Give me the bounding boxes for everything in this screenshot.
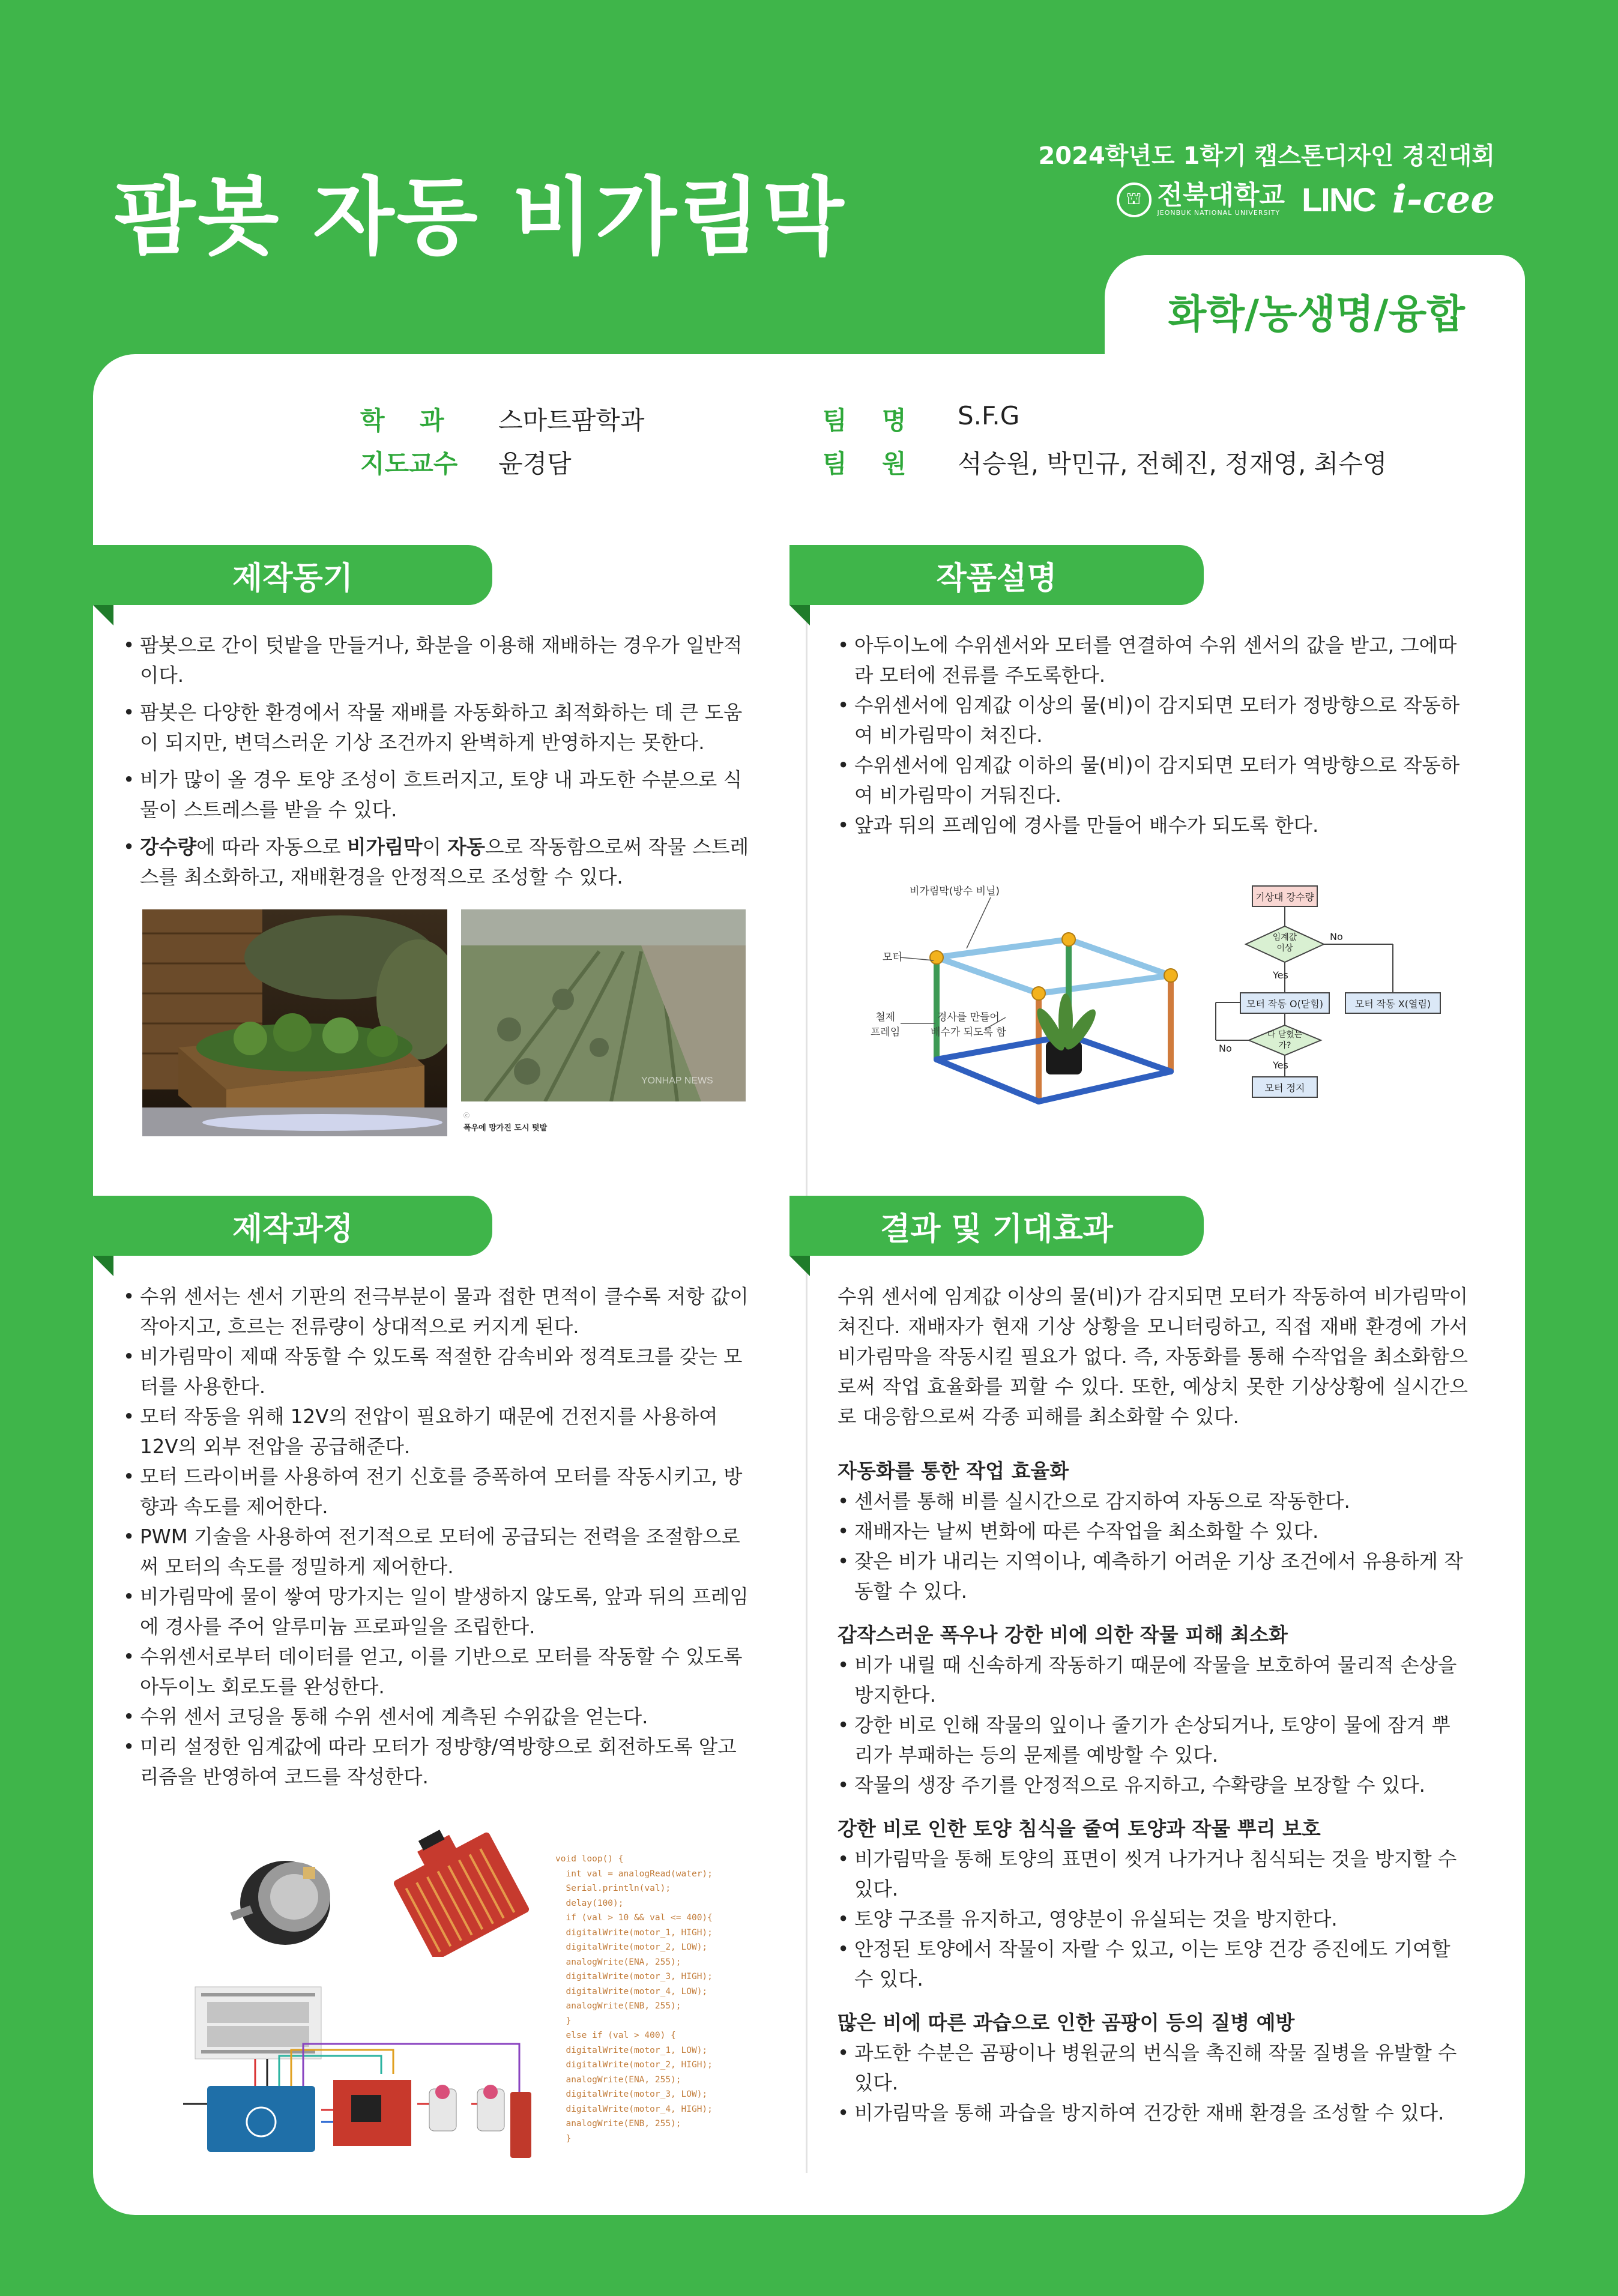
flow-decision-threshold: 임계값 이상: [1272, 933, 1297, 953]
flow-no-2: No: [1219, 1043, 1232, 1054]
team-label: 팀 명: [823, 406, 907, 435]
diagram-label-motor: 모터: [883, 951, 902, 963]
motivation-item: • 비가 많이 올 경우 토양 조성이 흐트러지고, 토양 내 과도한 수분으로 식물이 스트레스를 받을 수 있다.: [123, 765, 753, 825]
flow-motor-open: 모터 작동 X(열림): [1345, 992, 1441, 1014]
flow-yes-1: Yes: [1273, 969, 1288, 981]
process-item: • PWM 기술을 사용하여 전기적으로 모터에 공급되는 전력을 조절함으로써 모터의 속도를 정밀하게 제어한다.: [123, 1522, 753, 1582]
flow-yes-2: Yes: [1273, 1059, 1288, 1071]
description-item: • 수위센서에 임계값 이상의 물(비)이 감지되면 모터가 정방향으로 작동하여 비가림막이 쳐진다.: [838, 690, 1468, 750]
results-body: [838, 1282, 1468, 2128]
members-label: 팀 원: [823, 449, 907, 478]
heading-fold: [93, 1256, 113, 1276]
flow-no-1: No: [1330, 931, 1343, 942]
code-line: if (val > 10 && val <= 400){: [555, 1913, 713, 1923]
code-line: digitalWrite(motor_1, LOW);: [555, 2045, 708, 2055]
process-item: • 모터 드라이버를 사용하여 전기 신호를 증폭하여 모터를 작동시키고, 방향과 속도를 제어한다.: [123, 1462, 753, 1522]
results-item: • 센서를 통해 비를 실시간으로 감지하여 자동으로 작동한다.: [838, 1486, 1468, 1516]
poster-title: 팜봇 자동 비가림막: [114, 169, 847, 267]
code-line: analogWrite(ENB, 255);: [555, 2119, 681, 2129]
description-list: [838, 630, 1468, 840]
flow-decision-closed: 다 닫혔는 가?: [1267, 1030, 1303, 1050]
advisor-label: 지도교수: [360, 449, 458, 478]
contest-name: 2024학년도 1학기 캡스톤디자인 경진대회: [1038, 142, 1495, 170]
results-item: • 작물의 생장 주기를 안정적으로 유지하고, 수확량을 보장할 수 있다.: [838, 1770, 1468, 1800]
code-line: analogWrite(ENA, 255);: [555, 2075, 681, 2085]
process-item: • 수위 센서 코딩을 통해 수위 센서에 계측된 수위값을 얻는다.: [123, 1702, 753, 1732]
flow-stop: 모터 정지: [1252, 1076, 1318, 1098]
results-group-title: 강한 비로 인한 토양 침식을 줄여 토양과 작물 뿌리 보호: [838, 1817, 1321, 1840]
members-value: 석승원, 박민규, 전혜진, 정재영, 최수영: [958, 449, 1387, 478]
code-line: digitalWrite(motor_3, HIGH);: [555, 1972, 713, 1981]
photo-caption: 폭우에 망가진 도시 텃밭: [463, 1124, 548, 1133]
team-value: S.F.G: [958, 401, 1020, 430]
university-name: 전북대학교: [1157, 180, 1285, 211]
code-line: digitalWrite(motor_2, LOW);: [555, 1942, 708, 1952]
heading-fold: [789, 605, 810, 625]
logo-row: [1117, 177, 1495, 222]
code-line: digitalWrite(motor_4, HIGH);: [555, 2104, 713, 2114]
code-line: digitalWrite(motor_3, LOW);: [555, 2090, 708, 2099]
description-item: • 수위센서에 임계값 이하의 물(비)이 감지되면 모터가 역방향으로 작동하여 비가림막이 거둬진다.: [838, 750, 1468, 810]
flow-start: 기상대 강수량: [1252, 885, 1318, 907]
results-item: • 토양 구조를 유지하고, 영양분이 유실되는 것을 방지한다.: [838, 1904, 1468, 1934]
code-line: digitalWrite(motor_2, HIGH);: [555, 2060, 713, 2070]
results-group-title: 갑작스러운 폭우나 강한 비에 의한 작물 피해 최소화: [838, 1623, 1288, 1647]
dept-label: 학 과: [360, 406, 444, 435]
motivation-item: • 팜봇으로 간이 텃밭을 만들거나, 화분을 이용해 재배하는 경우가 일반적이다.: [123, 630, 753, 690]
results-item: • 비가 내릴 때 신속하게 작동하기 때문에 작물을 보호하여 물리적 손상을 방지한다.: [838, 1650, 1468, 1710]
description-item: • 앞과 뒤의 프레임에 경사를 만들어 배수가 되도록 한다.: [838, 810, 1468, 840]
section-heading-process: 제작과정: [93, 1196, 492, 1256]
process-item: • 미리 설정한 임계값에 따라 모터가 정방향/역방향으로 회전하도록 알고리즘을 반영하여 코드를 작성한다.: [123, 1732, 753, 1792]
field-label: 화학/농생명/융합: [1168, 291, 1465, 337]
code-line: Serial.println(val);: [555, 1884, 671, 1893]
results-item: • 과도한 수분은 곰팡이나 병원균의 번식을 촉진해 작물 질병을 유발할 수 있다.: [838, 2038, 1468, 2098]
dc-motor-icon: [231, 1861, 330, 1945]
code-line: }: [555, 2133, 572, 2144]
flood-damage-photo: [461, 909, 746, 1101]
results-intro: 수위 센서에 임계값 이상의 물(비)가 감지되면 모터가 작동하여 비가림막이 쳐진다. 재배자가 현재 기상 상황을 모니터링하고, 직접 재배 환경에 가서 비가림막을 작동시킬 필요가 없다. 즉, 자동화를 통해 수작업을 최소화함으로써 작업 효율화를 꾀할 수 있다. 또한, 예상치 못한 기상상황에 실시간으로 대응함으로써 각종 피해를 최소화할 수 있다.: [838, 1285, 1468, 1428]
results-item: • 재배자는 날씨 변화에 따른 수작업을 최소화할 수 있다.: [838, 1516, 1468, 1546]
hardware-images: [207, 1825, 543, 1957]
column-divider: [806, 552, 807, 2173]
section-heading-description: 작품설명: [789, 545, 1204, 605]
code-line: analogWrite(ENB, 255);: [555, 2001, 681, 2011]
results-group-title: 많은 비에 따른 과습으로 인한 곰팡이 등의 질병 예방: [838, 2011, 1295, 2034]
garden-bed-photo: [142, 909, 447, 1136]
heading-fold: [93, 605, 113, 625]
results-item: • 비가림막을 통해 토양의 표면이 씻겨 나가거나 침식되는 것을 방지할 수 있다.: [838, 1844, 1468, 1904]
circuit-diagram: [183, 1984, 543, 2158]
arduino-code: [555, 1852, 713, 2146]
icee-logo: i-cee: [1392, 177, 1495, 222]
university-seal-icon: ⛫: [1117, 182, 1152, 217]
water-sensor-icon: [381, 1825, 530, 1957]
code-line: else if (val > 400) {: [555, 2031, 676, 2040]
flow-motor-close: 모터 작동 O(닫힘): [1240, 992, 1330, 1014]
code-line: digitalWrite(motor_4, LOW);: [555, 1986, 708, 1996]
code-line: }: [555, 2016, 572, 2026]
diagram-label-frame: 철제 프레임: [871, 1011, 901, 1038]
process-item: • 모터 작동을 위해 12V의 전압이 필요하기 때문에 건전지를 사용하여 12V의 외부 전압을 공급해준다.: [123, 1402, 753, 1462]
process-item: • 수위센서로부터 데이터를 얻고, 이를 기반으로 모터를 작동할 수 있도록 아두이노 회로도를 완성한다.: [123, 1642, 753, 1702]
process-item: • 비가림막에 물이 쌓여 망가지는 일이 발생하지 않도록, 앞과 뒤의 프레임에 경사를 주어 알루미늄 프로파일을 조립한다.: [123, 1582, 753, 1642]
dept-value: 스마트팜학과: [498, 406, 645, 435]
photo-watermark: YONHAP NEWS: [641, 1076, 713, 1086]
photo-credit: ⓒ: [463, 1113, 469, 1119]
diagram-label-cover: 비가림막(방수 비닐): [910, 885, 1000, 897]
code-line: int val = analogRead(water);: [555, 1869, 713, 1879]
frame-diagram: [859, 879, 1195, 1131]
description-item: • 아두이노에 수위센서와 모터를 연결하여 수위 센서의 값을 받고, 그에따라 모터에 전류를 주도록한다.: [838, 630, 1468, 690]
code-line: analogWrite(ENA, 255);: [555, 1957, 681, 1967]
code-line: digitalWrite(motor_1, HIGH);: [555, 1927, 713, 1938]
code-line: void loop() {: [555, 1854, 624, 1864]
diagram-label-slope: 경사를 만들어 배수가 되도록 함: [931, 1011, 1006, 1038]
motivation-item: • 팜봇은 다양한 환경에서 작물 재배를 자동화하고 최적화하는 데 큰 도움이 되지만, 변덕스러운 기상 조건까지 완벽하게 반영하지는 못한다.: [123, 698, 753, 758]
section-heading-motivation: 제작동기: [93, 545, 492, 605]
heading-fold: [789, 1256, 810, 1276]
results-item: • 안정된 토양에서 작물이 자랄 수 있고, 이는 토양 건강 증진에도 기여할 수 있다.: [838, 1934, 1468, 1994]
process-item: • 수위 센서는 센서 기판의 전극부분이 물과 접한 면적이 클수록 저항 값이 작아지고, 흐르는 전류량이 상대적으로 커지게 된다.: [123, 1282, 753, 1342]
section-heading-results: 결과 및 기대효과: [789, 1196, 1204, 1256]
advisor-value: 윤경담: [498, 449, 572, 478]
process-list: [123, 1282, 753, 1792]
results-item: • 잦은 비가 내리는 지역이나, 예측하기 어려운 기상 조건에서 유용하게 작동할 수 있다.: [838, 1546, 1468, 1606]
motivation-item-emphasis: • 강수량에 따라 자동으로 비가림막이 자동으로 작동함으로써 작물 스트레스를 최소화하고, 재배환경을 안정적으로 조성할 수 있다.: [123, 832, 753, 892]
university-logo: [1117, 182, 1285, 217]
results-group-title: 자동화를 통한 작업 효율화: [838, 1459, 1069, 1483]
university-name-en: JEONBUK NATIONAL UNIVERSITY: [1157, 209, 1281, 217]
process-item: • 비가림막이 제때 작동할 수 있도록 적절한 감속비와 정격토크를 갖는 모터를 사용한다.: [123, 1342, 753, 1402]
results-item: • 비가림막을 통해 과습을 방지하여 건강한 재배 환경을 조성할 수 있다.: [838, 2098, 1468, 2128]
results-item: • 강한 비로 인해 작물의 잎이나 줄기가 손상되거나, 토양이 물에 잠겨 뿌리가 부패하는 등의 문제를 예방할 수 있다.: [838, 1710, 1468, 1770]
flowchart: [1210, 885, 1450, 1107]
motivation-list: [123, 630, 753, 899]
linc-logo: LINC: [1302, 181, 1375, 218]
code-line: delay(100);: [555, 1898, 624, 1908]
